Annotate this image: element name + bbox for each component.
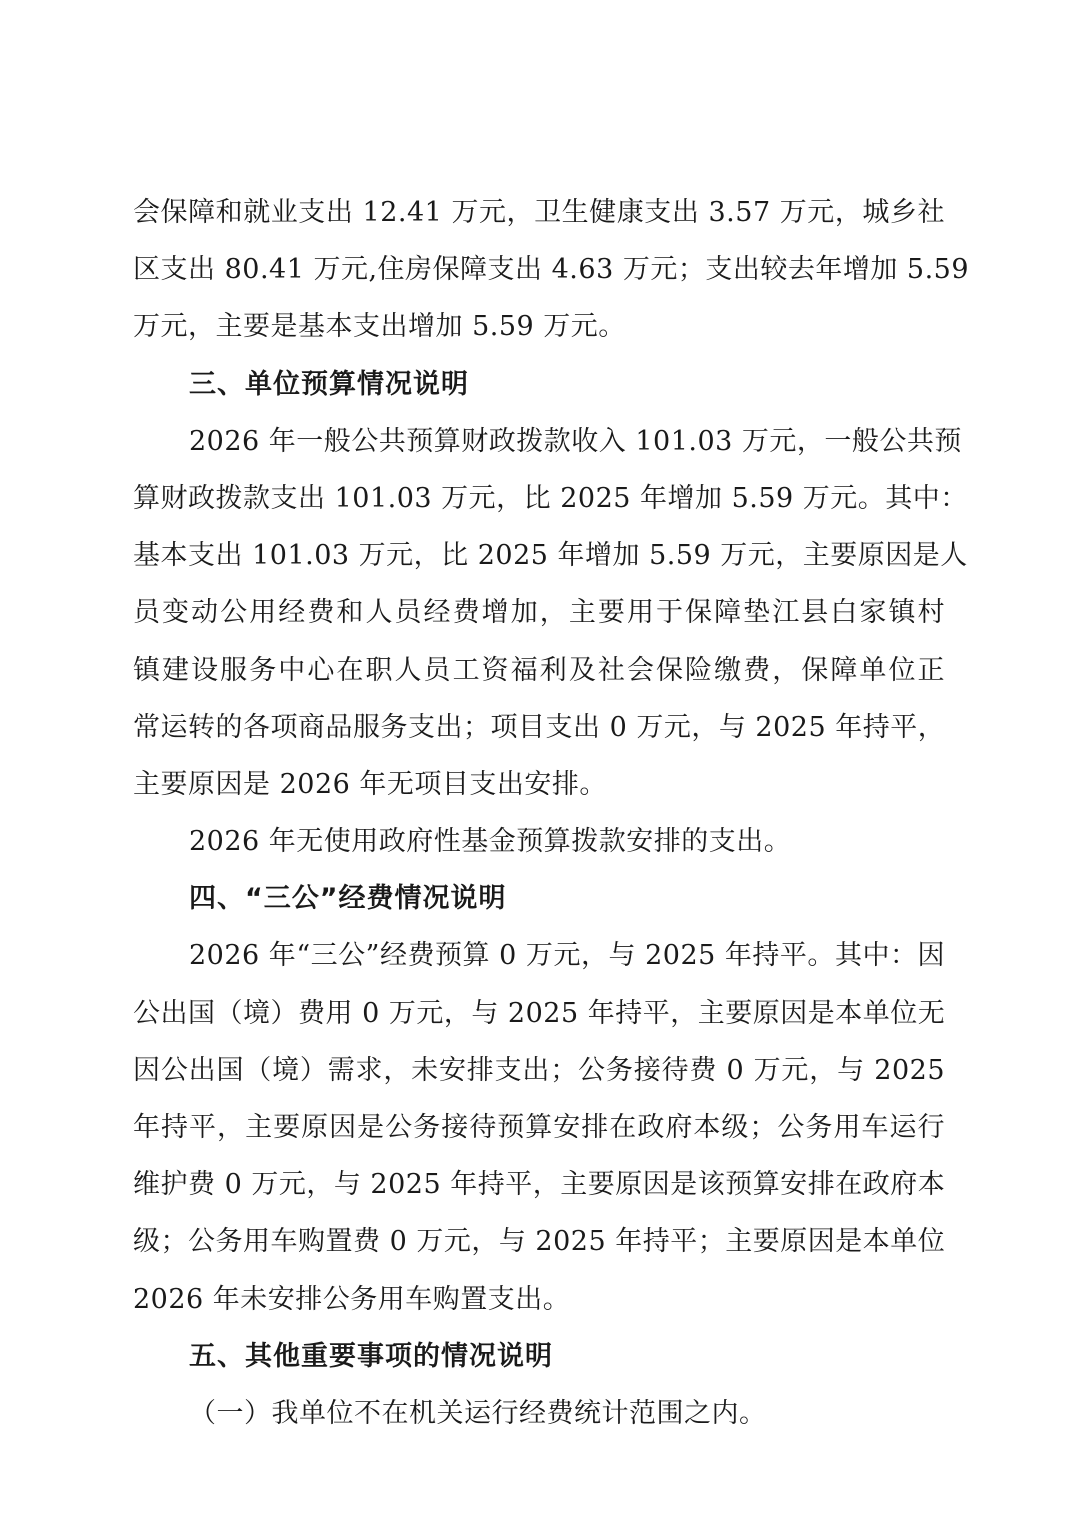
section-heading-3: 三、单位预算情况说明: [189, 368, 469, 400]
text-line: 常运转的各项商品服务支出；项目支出 0 万元，与 2025 年持平，: [133, 711, 946, 743]
text-line: 会保障和就业支出 12.41 万元，卫生健康支出 3.57 万元，城乡社: [133, 197, 945, 228]
text-line: 公出国（境）费用 0 万元，与 2025 年持平，主要原因是本单位无: [133, 997, 946, 1029]
section-heading-4: 四、“三公”经费情况说明: [189, 883, 507, 915]
text-line: 因公出国（境）需求，未安排支出；公务接待费 0 万元，与 2025: [133, 1054, 945, 1086]
text-line: 2026 年无使用政府性基金预算拨款安排的支出。: [189, 826, 792, 858]
text-line: （一）我单位不在机关运行经费统计范围之内。: [189, 1397, 767, 1429]
document-body: [133, 184, 970, 1442]
text-line: 员变动公用经费和人员经费增加，主要用于保障垫江县白家镇村: [133, 597, 945, 629]
text-line: 维护费 0 万元，与 2025 年持平，主要原因是该预算安排在政府本: [133, 1169, 946, 1201]
text-line: 年持平，主要原因是公务接待预算安排在政府本级；公务用车运行: [133, 1112, 945, 1143]
text-line: 区支出 80.41 万元,住房保障支出 4.63 万元；支出较去年增加 5.59: [133, 254, 970, 286]
text-line: 基本支出 101.03 万元，比 2025 年增加 5.59 万元，主要原因是人: [133, 540, 968, 572]
text-line: 万元，主要是基本支出增加 5.59 万元。: [133, 311, 626, 343]
text-line: 2026 年“三公”经费预算 0 万元，与 2025 年持平。其中：因: [189, 940, 945, 972]
text-line: 2026 年未安排公务用车购置支出。: [133, 1283, 571, 1315]
text-line: 算财政拨款支出 101.03 万元，比 2025 年增加 5.59 万元。其中：: [133, 482, 968, 514]
text-line: 镇建设服务中心在职人员工资福利及社会保险缴费，保障单位正: [133, 654, 945, 686]
text-line: 2026 年一般公共预算财政拨款收入 101.03 万元，一般公共预: [189, 425, 962, 457]
section-heading-5: 五、其他重要事项的情况说明: [189, 1340, 553, 1372]
text-line: 级；公务用车购置费 0 万元，与 2025 年持平；主要原因是本单位: [133, 1226, 946, 1258]
text-line: 主要原因是 2026 年无项目支出安排。: [133, 768, 607, 800]
